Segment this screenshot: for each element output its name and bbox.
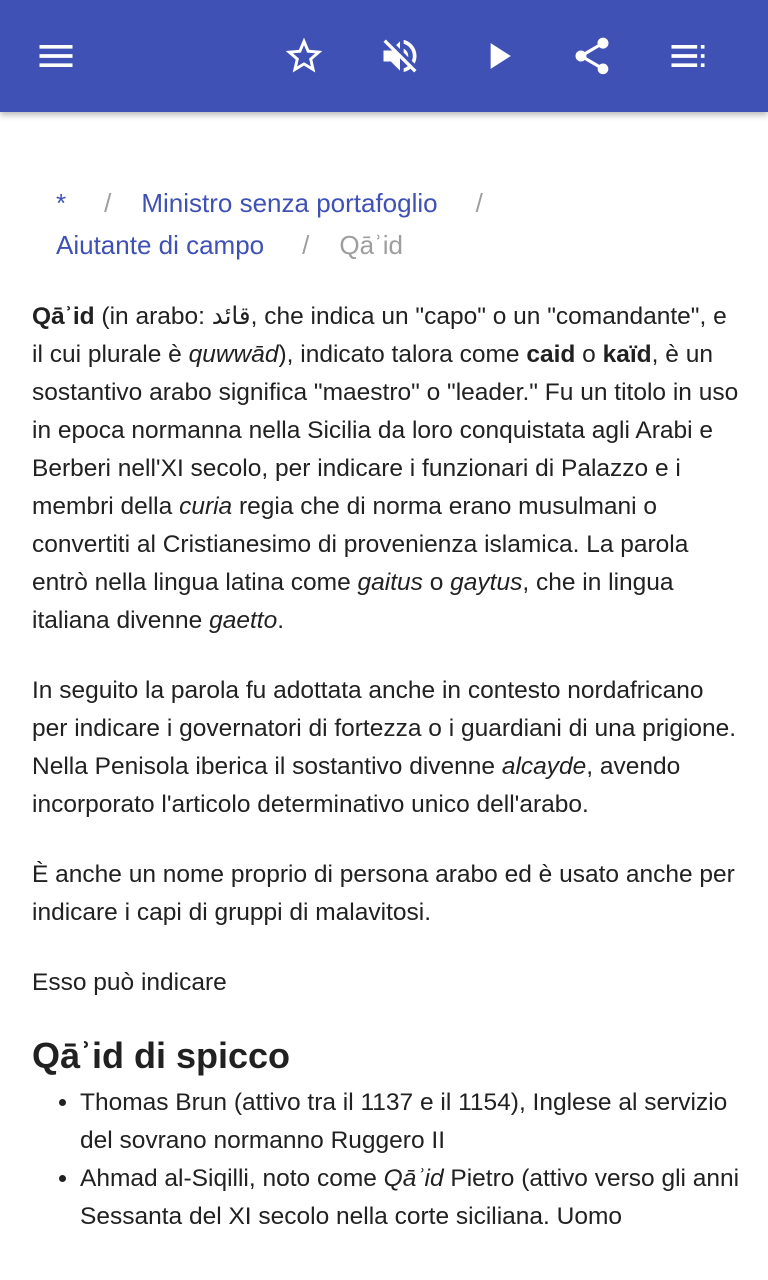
share-button[interactable]: [560, 24, 624, 88]
text-run: Ahmad al-Siqilli, noto come: [80, 1165, 384, 1192]
paragraph-north-africa: [32, 672, 742, 824]
text-run: , che in lingua italiana divenne: [32, 569, 674, 634]
term-gaetto: gaetto: [209, 607, 278, 634]
menu-icon: [34, 34, 78, 78]
volume-off-icon: [378, 34, 422, 78]
list-item: [80, 1160, 742, 1236]
text-run: , è un sostantivo arabo significa "maestro" o "leader." Fu un titolo in uso in epoca normanna nella Sicilia da loro conquistata agli Arabi e Berberi nell'XI secolo, per indicare i funzionari di Palazzo e i membri della: [32, 341, 739, 520]
list-item: [80, 1084, 742, 1160]
text-run: Thomas Brun (attivo tra il 1137 e il 1154), Inglese al servizio del sovrano normanno Ruggero II: [80, 1089, 728, 1154]
term-qaid: Qāʾid: [383, 1165, 444, 1192]
article-body: [32, 298, 742, 1236]
breadcrumb-separator: /: [104, 188, 112, 218]
toc-button[interactable]: [656, 24, 720, 88]
term-curia: curia: [179, 493, 233, 520]
notable-list: [32, 1084, 742, 1236]
text-run: o: [575, 341, 603, 368]
app-toolbar: [0, 0, 768, 112]
term-gaitus: gaitus: [357, 569, 423, 596]
star-outline-icon: [282, 34, 326, 78]
text-run: regia che di norma erano musulmani o convertiti al Cristianesimo di provenienza islamica. La parola entrò nella lingua latina come: [32, 493, 689, 596]
play-button[interactable]: [466, 24, 530, 88]
paragraph-intro: [32, 298, 742, 640]
term-caid: caid: [526, 341, 576, 368]
share-icon: [570, 34, 614, 78]
breadcrumb-separator: /: [302, 230, 310, 260]
term-gaytus: gaytus: [450, 569, 523, 596]
menu-button[interactable]: [24, 24, 88, 88]
favorite-button[interactable]: [272, 24, 336, 88]
term-quwwad: quwwād: [188, 341, 279, 368]
term-qaid: Qāʾid: [32, 303, 95, 330]
play-icon: [476, 34, 520, 78]
text-run: , avendo incorporato l'articolo determinativo unico dell'arabo.: [32, 753, 681, 818]
section-heading: Qāʾid di spicco: [32, 1035, 291, 1076]
term-alcayde: alcayde: [501, 753, 587, 780]
breadcrumb-link-ministro[interactable]: Ministro senza portafoglio: [141, 188, 438, 218]
mute-button[interactable]: [368, 24, 432, 88]
breadcrumb-link-aiutante[interactable]: Aiutante di campo: [56, 230, 265, 260]
text-run: o: [422, 569, 451, 596]
text-run: Pietro (attivo verso gli anni Sessanta del XI secolo nella corte siciliana. Uomo: [80, 1165, 740, 1230]
paragraph-proper-name: È anche un nome proprio di persona arabo ed è usato anche per indicare i capi di gruppi di malavitosi.: [32, 861, 735, 926]
text-run: In seguito la parola fu adottata anche in contesto nordafricano per indicare i governatori di fortezza o i guardiani di una prigione. Nella Penisola iberica il sostantivo divenne: [32, 677, 737, 780]
paragraph-may-indicate: Esso può indicare: [32, 969, 227, 996]
breadcrumb-separator: /: [475, 188, 483, 218]
breadcrumb-link-home[interactable]: *: [56, 188, 67, 218]
list-icon: [666, 34, 710, 78]
text-run: ), indicato talora come: [278, 341, 527, 368]
text-run: (in arabo: قائد, che indica un "capo" o un "comandante", e il cui plurale è: [32, 303, 727, 368]
text-run: .: [277, 607, 285, 634]
term-kaid: kaïd: [602, 341, 652, 368]
breadcrumb: [56, 182, 736, 266]
breadcrumb-current: Qāʾid: [339, 230, 403, 260]
